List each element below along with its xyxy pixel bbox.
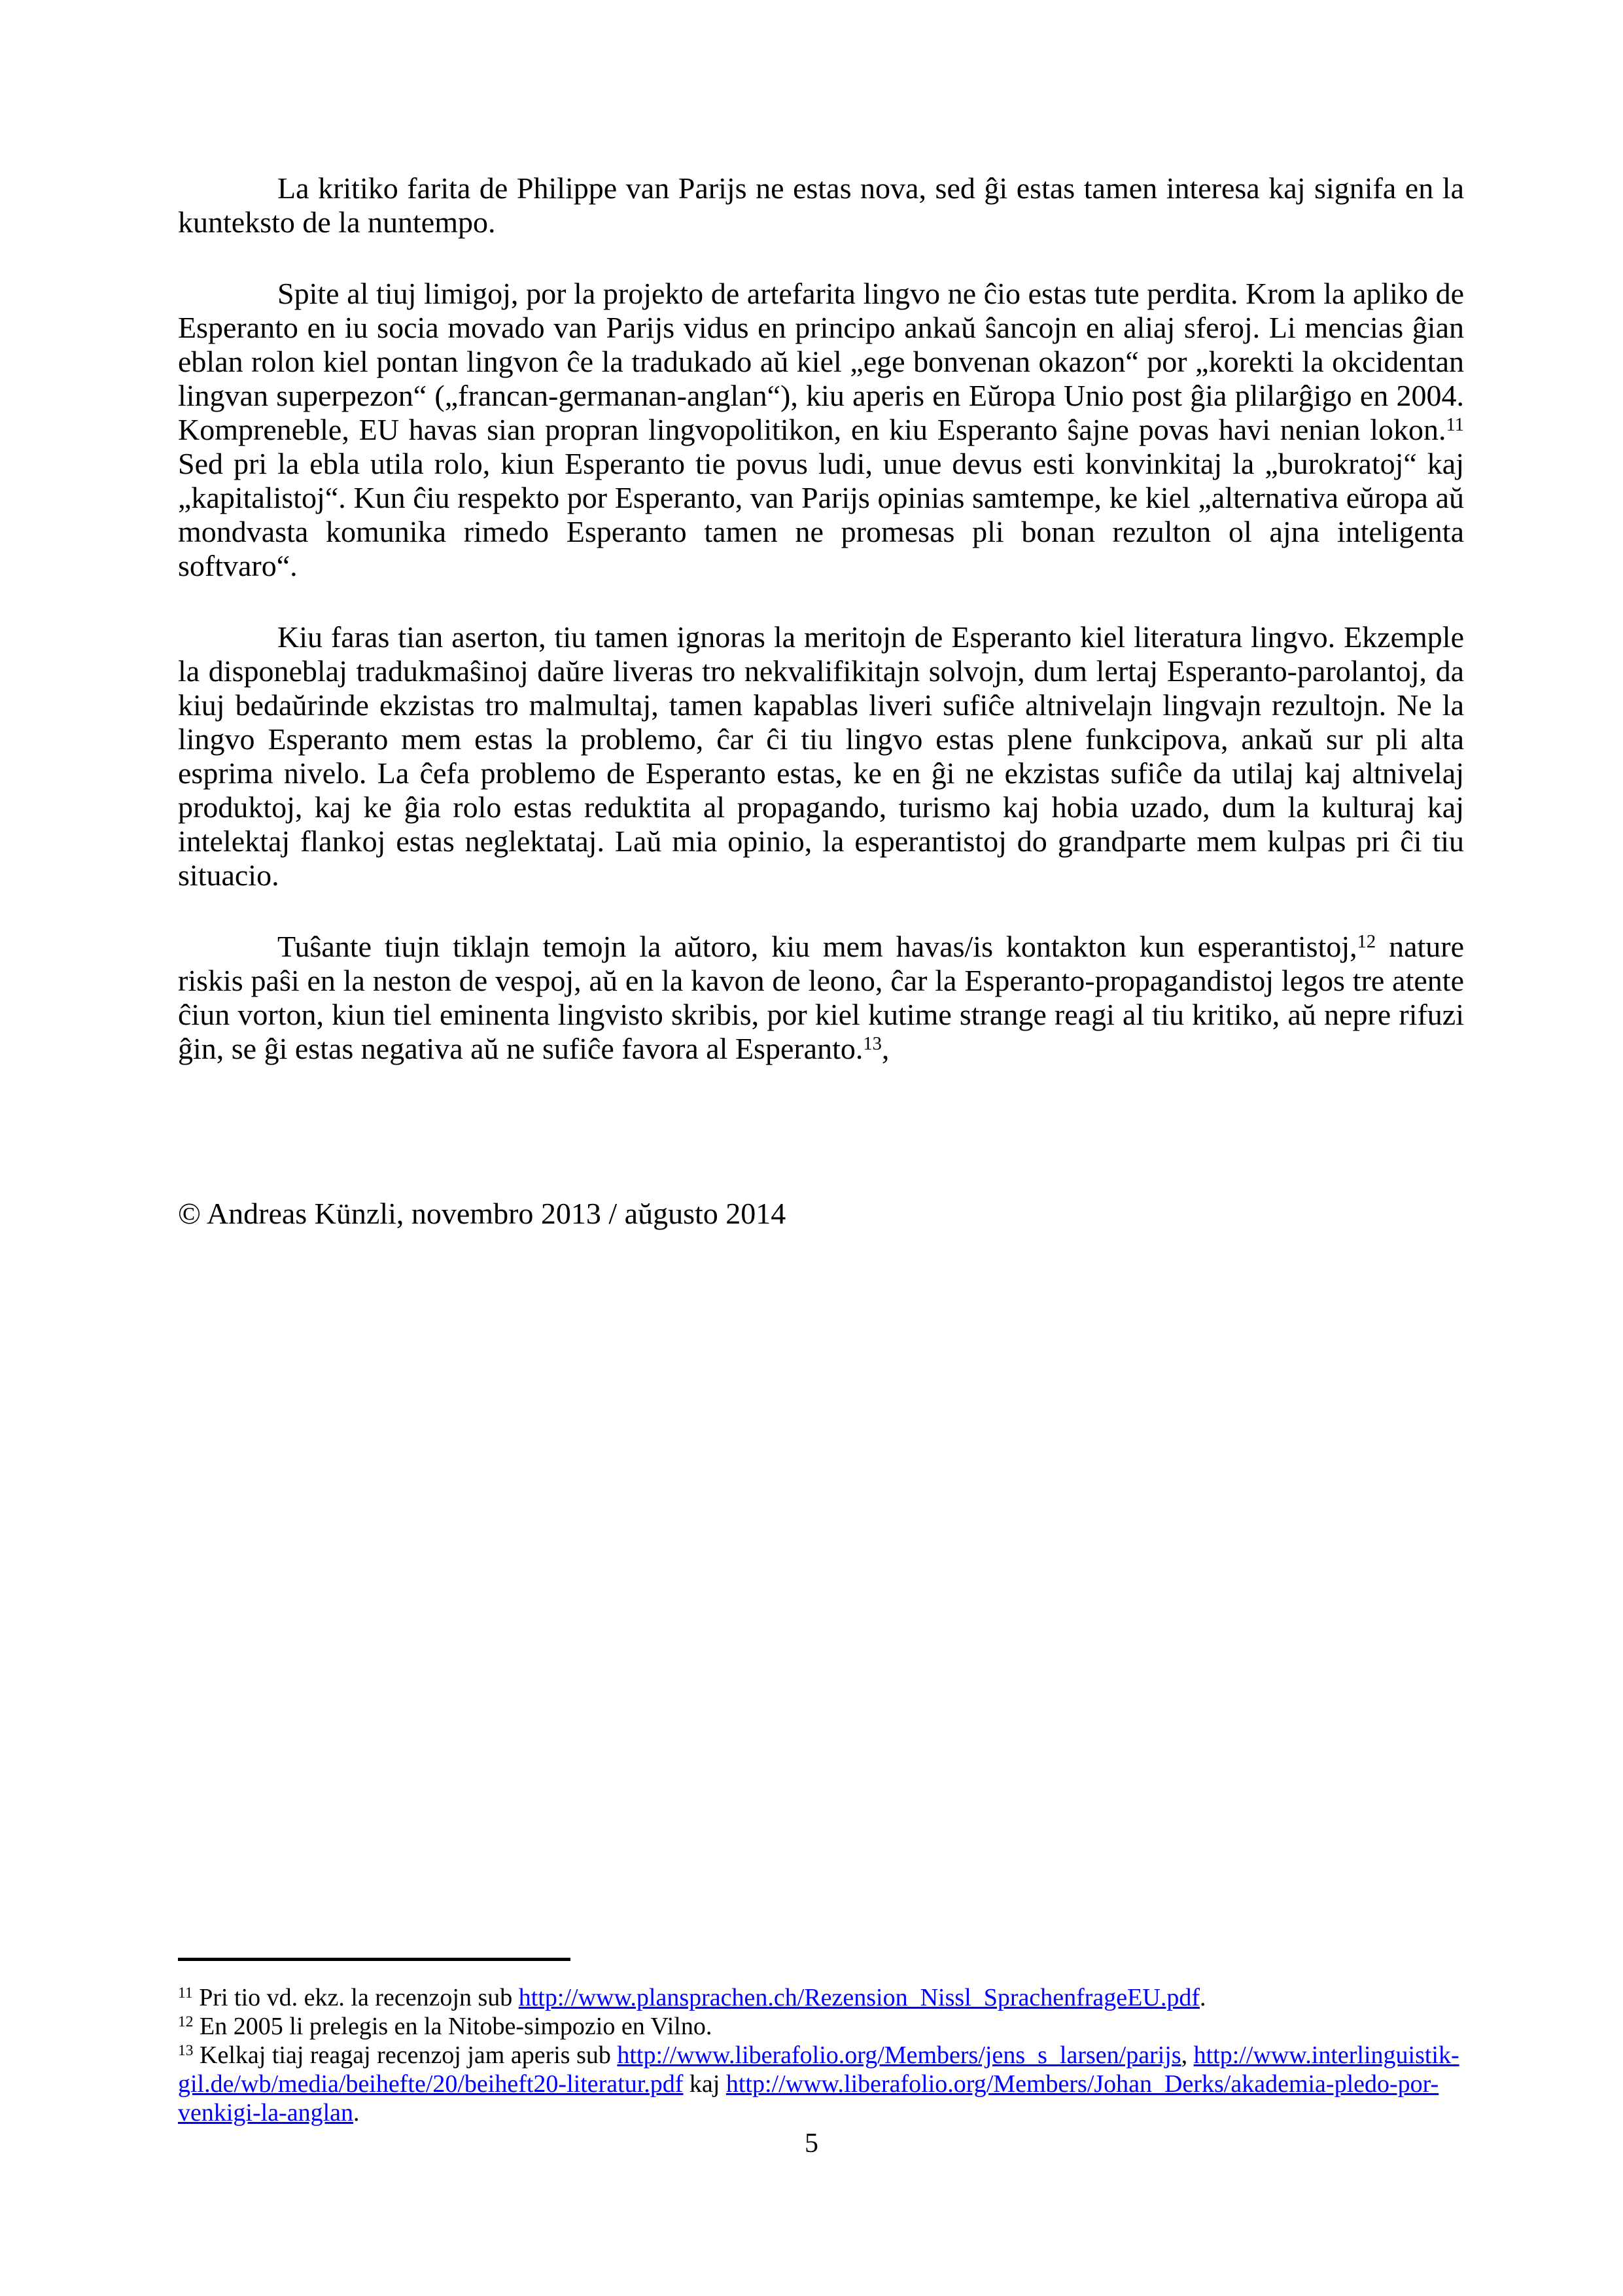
- footnote: [178, 1983, 1464, 2012]
- text-run: ,: [881, 1032, 890, 1065]
- paragraph: [178, 620, 1464, 892]
- copyright-line: © Andreas Künzli, novembro 2013 / aŭgusto 2014: [178, 1197, 786, 1230]
- footnote-area: [178, 1958, 1464, 2127]
- text-run: ,: [1181, 2041, 1194, 2069]
- text-run: En 2005 li prelegis en la Nitobe-simpozio en Vilno.: [200, 2013, 712, 2040]
- footnote-ref: 11: [1446, 414, 1464, 435]
- footnote: [178, 2041, 1464, 2127]
- footnote-ref: 12: [1357, 931, 1376, 952]
- text-run: Pri tio vd. ekz. la recenzojn sub: [199, 1984, 519, 2011]
- footnote: [178, 2012, 1464, 2041]
- text-run: Kiu faras tian aserton, tiu tamen ignoras la meritojn de Esperanto kiel literatura lingvo. Ekzemple la disponeblaj tradukmaŝinoj daŭre liveras tro nekvalifikitajn solvojn, dum lertaj Esperanto-parolantoj, da kiuj bedaŭrinde ekzistas tro malmultaj, tamen kapablas liveri sufiĉe altnivelajn lingvajn rezultojn. Ne la lingvo Esperanto mem estas la problemo, ĉar ĉi tiu lingvo estas plene funkcipova, ankaŭ sur pli alta esprima nivelo. La ĉefa problemo de Esperanto estas, ke en ĝi ne ekzistas sufiĉe da utilaj kaj altnivelaj produktoj, kaj ke ĝia rolo estas reduktita al propagando, turismo kaj hobia uzado, dum la kulturaj kaj intelektaj flankoj estas neglektataj. Laŭ mia opinio, la esperantistoj do grandparte mem kulpas pri ĉi tiu situacio.: [178, 620, 1464, 892]
- paragraph-list: [178, 171, 1464, 1066]
- text-run: Tuŝante tiujn tiklajn temojn la aŭtoro, kiu mem havas/is kontakton kun esperantistoj,: [277, 930, 1357, 963]
- footnote-link[interactable]: http://www.liberafolio.org/Members/Johan_Derks/akademia-pledo-por-venkigi-la-anglan: [178, 2070, 1439, 2127]
- paragraph: [178, 277, 1464, 583]
- document-body: [178, 171, 1464, 1231]
- paragraph: [178, 930, 1464, 1066]
- text-run: kaj: [683, 2070, 726, 2098]
- text-run: Sed pri la ebla utila rolo, kiun Esperanto tie povus ludi, unue devus esti konvinkitaj la „burokratoj“ kaj „kapitalistoj“. Kun ĉiu respekto por Esperanto, van Parijs opinias samtempe, ke kiel „alternativa eŭropa aŭ mondvasta komunika rimedo Esperanto tamen ne promesas pli bonan rezulton ol ajna inteligenta softvaro“.: [178, 447, 1464, 582]
- text-run: .: [353, 2099, 360, 2127]
- footnote-list: [178, 1983, 1464, 2127]
- footnote-link[interactable]: http://www.plansprachen.ch/Rezension_Nissl_SprachenfrageEU.pdf: [518, 1984, 1200, 2011]
- page-number: 5: [805, 2128, 818, 2159]
- text-run: nature riskis paŝi en la neston de vespoj, aŭ en la kavon de leono, ĉar la Esperanto-propagandistoj legos tre atente ĉiun vorton, kiun tiel eminenta lingvisto skribis, por kiel kutime strange reagi al tiu kritiko, aŭ nepre rifuzi ĝin, se ĝi estas negativa aŭ ne sufiĉe favora al Esperanto.: [178, 930, 1465, 1065]
- footnote-marker: 12: [178, 2013, 194, 2031]
- text-run: Spite al tiuj limigoj, por la projekto de artefarita lingvo ne ĉio estas tute perdita. Krom la apliko de Esperanto en iu socia movado van Parijs vidus en principo ankaŭ ŝancojn en aliaj sferoj. Li mencias ĝian eblan rolon kiel pontan lingvon ĉe la tradukado aŭ kiel „ege bonvenan okazon“ por „korekti la okcidentan lingvan superpezon“ („francan-germanan-anglan“), kiu aperis en Eŭropa Unio post ĝia plilarĝigo en 2004. Kompreneble, EU havas sian propran lingvopolitikon, en kiu Esperanto ŝajne povas havi nenian lokon.: [178, 277, 1464, 446]
- footnote-marker: 11: [178, 1985, 193, 2002]
- text-run: Kelkaj tiaj reagaj recenzoj jam aperis sub: [200, 2041, 618, 2069]
- text-run: La kritiko farita de Philippe van Parijs ne estas nova, sed ĝi estas tamen interesa kaj signifa en la kunteksto de la nuntempo.: [178, 171, 1464, 239]
- paragraph: [178, 171, 1464, 239]
- footnote-marker: 13: [178, 2042, 194, 2060]
- text-run: .: [1199, 1984, 1206, 2011]
- footnote-link[interactable]: http://www.interlinguistik-gil.de/wb/media/beihefte/20/beiheft20-literatur.pdf: [178, 2041, 1459, 2098]
- footnote-ref: 13: [863, 1033, 882, 1054]
- footnote-separator: [178, 1958, 570, 1961]
- footnote-link[interactable]: http://www.liberafolio.org/Members/jens_s_larsen/parijs: [617, 2041, 1181, 2069]
